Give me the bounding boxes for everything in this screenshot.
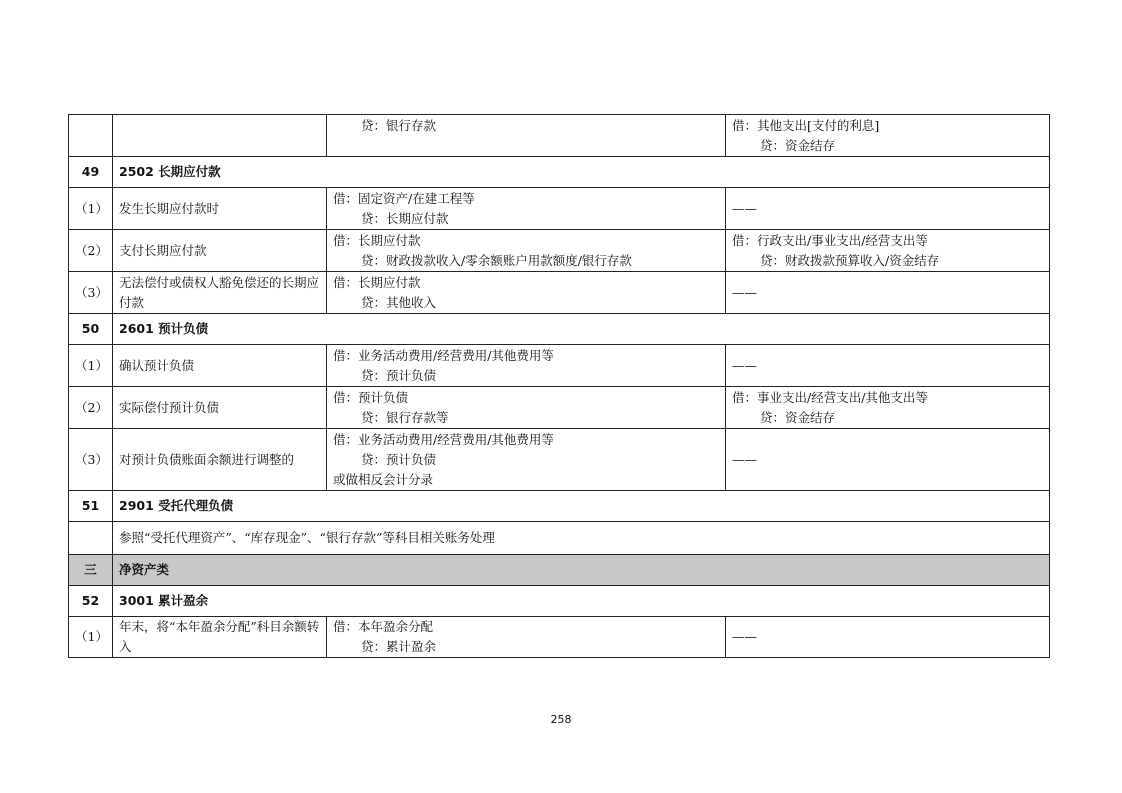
credit-line: 贷：资金结存 <box>760 409 836 425</box>
credit-line: 贷：预计负债 <box>361 367 437 383</box>
credit-line: 贷：其他收入 <box>361 294 437 310</box>
budget-entry <box>726 429 1050 491</box>
row-description <box>113 115 327 157</box>
no-entry-dash: —— <box>732 357 757 373</box>
table-row <box>69 429 1050 491</box>
category-title: 净资产类 <box>113 555 1050 586</box>
row-number <box>69 115 113 157</box>
debit-line: 借：其他支出[支付的利息] <box>732 117 880 133</box>
row-number: （1） <box>69 345 113 387</box>
row-description: 无法偿付或债权人豁免偿还的长期应付款 <box>113 272 327 314</box>
table-row <box>69 387 1050 429</box>
credit-line: 贷：预计负债 <box>361 451 437 467</box>
section-row <box>69 491 1050 522</box>
row-description: 实际偿付预计负债 <box>113 387 327 429</box>
row-number: （3） <box>69 272 113 314</box>
debit-line: 借：长期应付款 <box>333 274 421 290</box>
financial-entry <box>327 188 726 230</box>
table-row <box>69 188 1050 230</box>
section-title: 2502 长期应付款 <box>113 157 1050 188</box>
category-number: 三 <box>69 555 113 586</box>
budget-entry <box>726 230 1050 272</box>
row-number: （1） <box>69 188 113 230</box>
debit-line: 借：固定资产/在建工程等 <box>333 190 475 206</box>
credit-line: 贷：财政拨款预算收入/资金结存 <box>760 252 940 268</box>
debit-line: 借：预计负债 <box>333 389 409 405</box>
row-number: （2） <box>69 387 113 429</box>
section-number: 50 <box>69 314 113 345</box>
budget-entry <box>726 617 1050 658</box>
financial-entry <box>327 617 726 658</box>
page-number: 258 <box>550 713 572 726</box>
section-number: 51 <box>69 491 113 522</box>
row-description: 确认预计负债 <box>113 345 327 387</box>
budget-entry <box>726 188 1050 230</box>
table-row <box>69 272 1050 314</box>
row-description: 对预计负债账面余额进行调整的 <box>113 429 327 491</box>
section-title: 2901 受托代理负债 <box>113 491 1050 522</box>
row-number: （2） <box>69 230 113 272</box>
financial-entry <box>327 115 726 157</box>
no-entry-dash: —— <box>732 629 757 644</box>
row-number: （1） <box>69 617 113 658</box>
credit-line: 贷：长期应付款 <box>361 210 449 226</box>
row-description: 年末，将“本年盈余分配”科目余额转入 <box>113 617 327 658</box>
debit-line: 借：业务活动费用/经营费用/其他费用等 <box>333 347 554 363</box>
debit-line: 借：业务活动费用/经营费用/其他费用等 <box>333 431 554 447</box>
budget-entry <box>726 387 1050 429</box>
section-row <box>69 314 1050 345</box>
reference-note: 参照“受托代理资产”、“库存现金”、“银行存款”等科目相关账务处理 <box>113 522 1050 555</box>
budget-entry <box>726 345 1050 387</box>
debit-line: 借：本年盈余分配 <box>333 619 434 634</box>
table-row <box>69 345 1050 387</box>
section-row <box>69 586 1050 617</box>
table-row <box>69 230 1050 272</box>
financial-entry <box>327 230 726 272</box>
debit-line: 借：长期应付款 <box>333 232 421 248</box>
budget-entry <box>726 115 1050 157</box>
section-title: 3001 累计盈余 <box>113 586 1050 617</box>
debit-line: 借：行政支出/事业支出/经营支出等 <box>732 232 928 248</box>
no-entry-dash: —— <box>732 284 757 300</box>
financial-entry <box>327 272 726 314</box>
debit-line: 借：事业支出/经营支出/其他支出等 <box>732 389 928 405</box>
financial-entry <box>327 345 726 387</box>
row-number: （3） <box>69 429 113 491</box>
row-number <box>69 522 113 555</box>
row-description: 发生长期应付款时 <box>113 188 327 230</box>
budget-entry <box>726 272 1050 314</box>
section-number: 52 <box>69 586 113 617</box>
credit-line: 贷：银行存款 <box>361 118 437 133</box>
category-row <box>69 555 1050 586</box>
section-row <box>69 157 1050 188</box>
reverse-entry-note: 或做相反会计分录 <box>333 471 434 487</box>
row-description: 支付长期应付款 <box>113 230 327 272</box>
financial-entry <box>327 387 726 429</box>
no-entry-dash: —— <box>732 451 757 467</box>
financial-entry <box>327 429 726 491</box>
credit-line: 贷：财政拨款收入/零余额账户用款额度/银行存款 <box>361 252 632 268</box>
no-entry-dash: —— <box>732 200 757 216</box>
table-row <box>69 617 1050 658</box>
credit-line: 贷：银行存款等 <box>361 409 449 425</box>
section-title: 2601 预计负债 <box>113 314 1050 345</box>
credit-line: 贷：资金结存 <box>760 137 836 153</box>
credit-line: 贷：累计盈余 <box>361 639 437 654</box>
accounting-entries-table <box>68 114 1050 658</box>
section-number: 49 <box>69 157 113 188</box>
table-row <box>69 115 1050 157</box>
table-row <box>69 522 1050 555</box>
